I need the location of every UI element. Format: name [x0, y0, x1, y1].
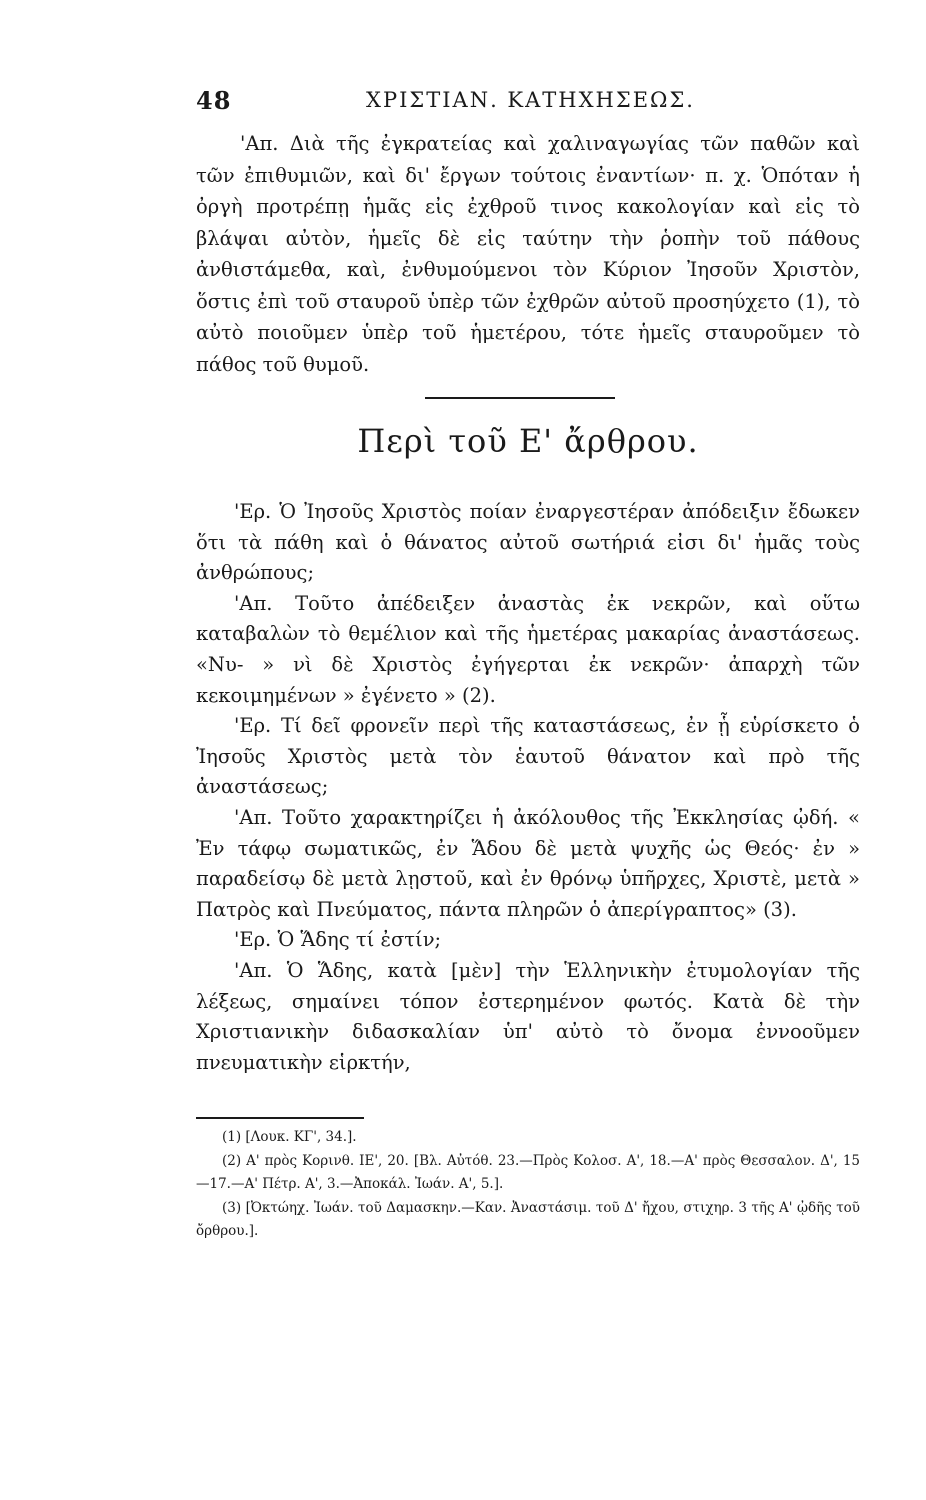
answer-paragraph — [196, 128, 860, 380]
qa-text: Ὁ Ἅδης τί ἐστίν; — [277, 928, 442, 952]
opening-answer — [196, 128, 860, 380]
qa-paragraph — [196, 956, 860, 1078]
qa-text: Τί δεῖ φρονεῖν περὶ τῆς καταστάσεως, ἐν ᾗ εὑρίσκετο ὁ Ἰησοῦς Χριστὸς μετὰ τὸν ἑαυτοῦ θάνατον καὶ πρὸ τῆς ἀναστάσεως; — [196, 714, 861, 799]
qa-text: Ὁ Ἰησοῦς Χριστὸς ποίαν ἐναργεστέραν ἀπόδειξιν ἔδωκεν ὅτι τὰ πάθη καὶ ὁ θάνατος αὐτοῦ σωτήριά εἰσι δι' ἡμᾶς τοὺς ἀνθρώπους; — [196, 500, 860, 585]
section-divider — [425, 397, 615, 399]
page-number: 48 — [196, 86, 232, 115]
qa-label: 'Απ. — [234, 958, 273, 982]
qa-paragraph — [196, 925, 860, 956]
qa-label: 'Απ. — [234, 805, 273, 829]
footnote: (3) [Ὀκτώηχ. Ἰωάν. τοῦ Δαμασκην.—Καν. Ἀναστάσιμ. τοῦ Δ' ἤχου, στιχηρ. 3 τῆς Α' ᾠδῆς τοῦ ὄρθρου.]. — [196, 1199, 860, 1239]
footnote: (2) Α' πρὸς Κορινθ. ΙΕ', 20. [Βλ. Αὐτόθ. 23.—Πρὸς Κολοσ. Α', 18.—Α' πρὸς Θεσσαλον. Δ', 15—17.—Α' Πέτρ. Α', 3.—Ἀποκάλ. Ἰωάν. Α', 5.]. — [196, 1152, 860, 1192]
qa-text: Τοῦτο ἀπέδειξεν ἀναστὰς ἐκ νεκρῶν, καὶ οὕτω καταβαλὼν τὸ θεμέλιον καὶ τῆς ἡμετέρας μακαρίας ἀναστάσεως. «Νυ- » νὶ δὲ Χριστὸς ἐγήγερται ἐκ νεκρῶν· ἀπαρχὴ τῶν κεκοιμημένων » ἐγένετο » (2). — [196, 591, 860, 707]
qa-label: 'Ερ. — [234, 500, 272, 523]
qa-paragraph — [196, 589, 860, 711]
qa-label: 'Απ. — [234, 591, 273, 615]
answer-text: Διὰ τῆς ἐγκρατείας καὶ χαλιναγωγίας τῶν παθῶν καὶ τῶν ἐπιθυμιῶν, καὶ δι' ἔργων τούτοις ἐναντίων· π. χ. Ὁπόταν ἡ ὀργὴ προτρέπῃ ἡμᾶς εἰς ἐχθροῦ τινος κακολογίαν καὶ εἰς τὸ βλάψαι αὐτὸν, ἡμεῖς δὲ εἰς ταύτην τὴν ῥοπὴν τοῦ πάθους ἀνθιστάμεθα, καὶ, ἐνθυμούμενοι τὸν Κύριον Ἰησοῦν Χριστὸν, ὅστις ἐπὶ τοῦ σταυροῦ ὑπὲρ τῶν ἐχθρῶν αὐτοῦ προσηύχετο (1), τὸ αὐτὸ ποιοῦμεν ὑπὲρ τοῦ ἡμετέρου, τότε ἡμεῖς σταυροῦμεν τὸ πάθος τοῦ θυμοῦ. — [196, 132, 860, 376]
qa-paragraph — [196, 711, 860, 803]
qa-text: Ὁ Ἅδης, κατὰ [μὲν] τὴν Ἑλληνικὴν ἐτυμολογίαν τῆς λέξεως, σημαίνει τόπον ἐστερημένον φωτός. Κατὰ δὲ τὴν Χριστιανικὴν διδασκαλίαν ὑπ' αὐτὸ τὸ ὄνομα ἐννοοῦμεν πνευματικὴν εἱρκτήν, — [196, 958, 861, 1074]
qa-paragraph — [196, 803, 860, 925]
running-title: ΧΡΙΣΤΙΑΝ. ΚΑΤΗΧΗΣΕΩΣ. — [366, 88, 695, 112]
footnote-divider — [196, 1117, 364, 1119]
answer-label: 'Απ. — [240, 132, 279, 155]
section-title: Περὶ τοῦ Ε' ἄρθρου. — [357, 422, 699, 460]
qa-label: 'Ερ. — [234, 714, 272, 738]
qa-paragraph — [196, 497, 860, 589]
footnote: (1) [Λουκ. ΚΓ', 34.]. — [222, 1129, 357, 1145]
qa-label: 'Ερ. — [234, 928, 272, 952]
footnotes — [196, 1126, 860, 1244]
qa-text: Τοῦτο χαρακτηρίζει ἡ ἀκόλουθος τῆς Ἐκκλησίας ᾠδή. « Ἐν τάφῳ σωματικῶς, ἐν Ἅδου δὲ μετὰ ψυχῆς ὡς Θεός· ἐν » παραδείσῳ δὲ μετὰ λῃστοῦ, καὶ ἐν θρόνῳ ὑπῆρχες, Χριστὲ, μετὰ » Πατρὸς καὶ Πνεύματος, πάντα πληρῶν ὁ ἀπερίγραπτος» (3). — [196, 805, 860, 921]
qa-section — [196, 497, 860, 1078]
running-header — [196, 86, 860, 118]
